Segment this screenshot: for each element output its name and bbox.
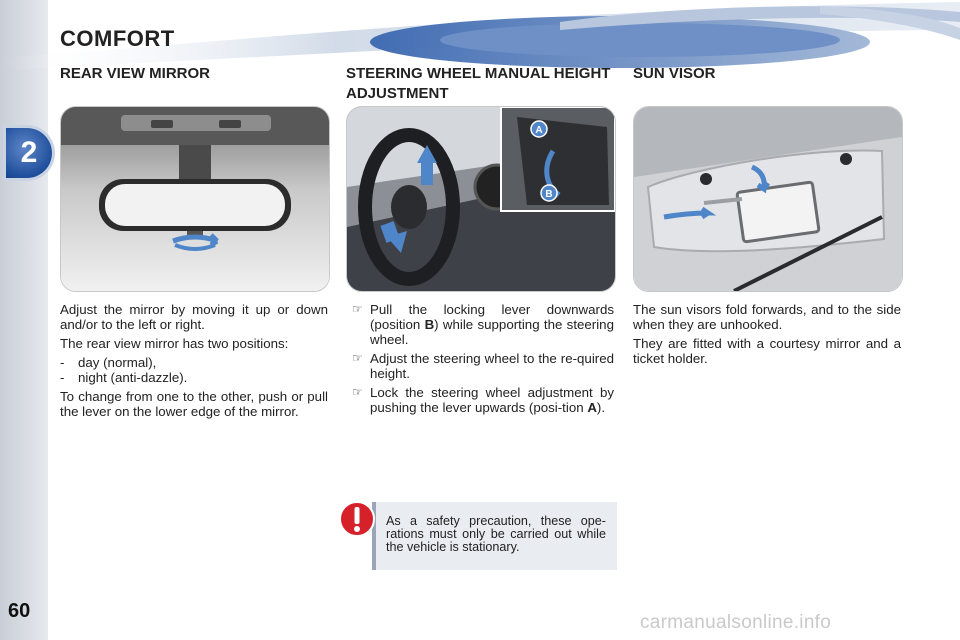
step-text: Lock the steering wheel adjustment by pushing the lever upwards (posi-tion [370, 385, 614, 415]
page-title: COMFORT [60, 26, 175, 51]
exclamation-icon [338, 500, 376, 538]
pointing-hand-icon: ☞ [352, 385, 363, 399]
steering-wheel-text [352, 302, 614, 419]
margin-strip [0, 0, 48, 640]
steering-wheel-photo [346, 106, 616, 292]
list-item [352, 385, 614, 415]
page-number: 60 [8, 600, 31, 622]
position-a-label: A [535, 125, 543, 136]
position-letter: A [587, 400, 597, 415]
mirror-paragraph: The rear view mirror has two positions: [60, 336, 289, 351]
list-item [60, 355, 328, 370]
position-b-label: B [545, 189, 553, 200]
mirror-paragraph: Adjust the mirror by moving it up or down and/or to the left or right. [60, 302, 328, 332]
list-item [60, 370, 328, 385]
step-text: ) while supporting the steering wheel. [370, 317, 614, 347]
step-text: ). [596, 400, 606, 415]
watermark: carmanualsonline.info [640, 612, 832, 633]
sun-visor-photo [633, 106, 903, 292]
visor-paragraph: They are fitted with a courtesy mirror and a ticket holder. [633, 336, 901, 366]
safety-warning-text: As a safety precaution, these ope-rations must only be carried out while the vehicle is stationary. [386, 514, 606, 554]
chapter-tab: 2 [6, 128, 52, 178]
pointing-hand-icon: ☞ [352, 302, 363, 316]
position-letter: B [424, 317, 435, 332]
pointing-hand-icon: ☞ [352, 351, 363, 365]
steering-wheel-heading: STEERING WHEEL MANUAL HEIGHT ADJUSTMENT [346, 65, 611, 102]
step-text: Pull the locking lever downwards (position [370, 302, 614, 332]
rear-view-mirror-heading: REAR VIEW MIRROR [60, 65, 210, 82]
mirror-paragraph: To change from one to the other, push or pull the lever on the lower edge of the mirror. [60, 389, 328, 419]
position-text: night (anti-dazzle). [78, 370, 188, 385]
dash-marker: - [60, 370, 65, 385]
visor-paragraph: The sun visors fold forwards, and to the side when they are unhooked. [633, 302, 901, 332]
rear-view-mirror-text [60, 302, 328, 423]
dash-marker: - [60, 355, 65, 370]
list-item [352, 302, 614, 347]
list-item [352, 351, 614, 381]
step-text: Adjust the steering wheel to the re-quired height. [370, 351, 614, 381]
rear-view-mirror-photo [60, 106, 330, 292]
sun-visor-heading: SUN VISOR [633, 65, 716, 82]
position-text: day (normal), [78, 355, 157, 370]
sun-visor-text [633, 302, 901, 370]
